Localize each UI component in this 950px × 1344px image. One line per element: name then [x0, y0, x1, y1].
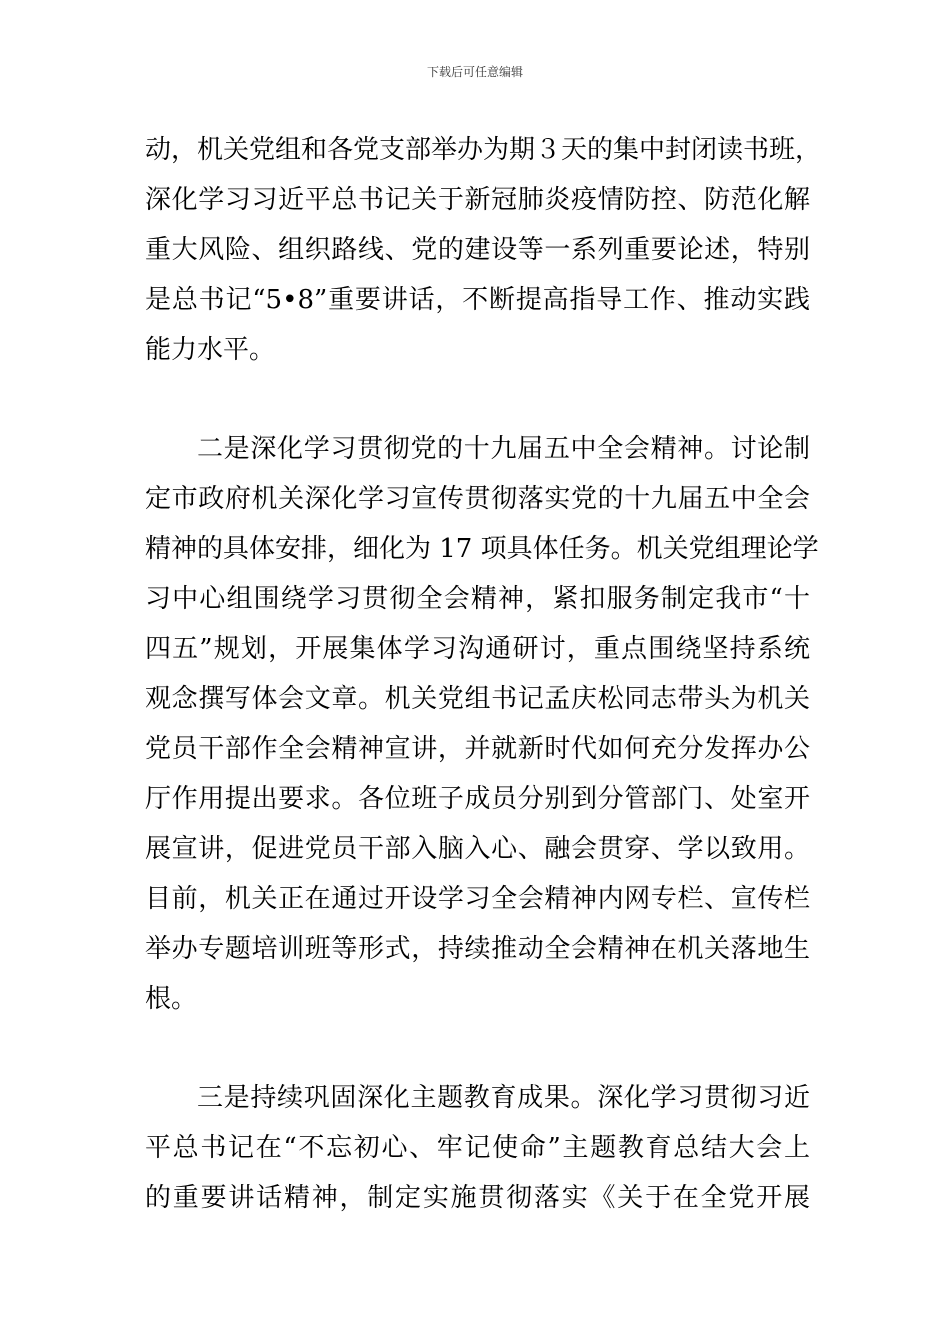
paragraph-1-line-5: 能力水平。 [145, 335, 276, 365]
paragraph-2-line-6: 观念撰写体会文章。机关党组书记孟庆松同志带头为机关 [145, 684, 810, 714]
paragraph-3-line-2: 平总书记在“不忘初心、牢记使命”主题教育总结大会上 [145, 1133, 810, 1163]
paragraph-3-line-3: 的重要讲话精神，制定实施贯彻落实《关于在全党开展 [145, 1183, 810, 1213]
paragraph-2-line-7: 党员干部作全会精神宣讲，并就新时代如何充分发挥办公 [145, 734, 810, 764]
paragraph-2-line-3: 精神的具体安排，细化为 17 项具体任务。机关党组理论学 [145, 534, 819, 564]
download-note: 下载后可任意编辑 [426, 65, 523, 79]
paragraph-2-line-2: 定市政府机关深化学习宣传贯彻落实党的十九届五中全会 [145, 484, 810, 514]
paragraph-2-line-11: 举办专题培训班等形式，持续推动全会精神在机关落地生 [145, 934, 810, 964]
paragraph-2-line-4: 习中心组围绕学习贯彻全会精神，紧扣服务制定我市“十 [145, 584, 810, 614]
paragraph-3-line-1: 三是持续巩固深化主题教育成果。深化学习贯彻习近 [197, 1083, 810, 1113]
paragraph-2-line-10: 目前，机关正在通过开设学习全会精神内网专栏、宣传栏 [145, 884, 810, 914]
paragraph-2-line-8: 厅作用提出要求。各位班子成员分别到分管部门、处室开 [145, 784, 810, 814]
paragraph-1-line-3: 重大风险、组织路线、党的建设等一系列重要论述，特别 [145, 235, 810, 265]
paragraph-2-line-9: 展宣讲，促进党员干部入脑入心、融会贯穿、学以致用。 [145, 834, 810, 864]
paragraph-2-line-1: 二是深化学习贯彻党的十九届五中全会精神。讨论制 [197, 434, 810, 464]
paragraph-1-line-2: 深化学习习近平总书记关于新冠肺炎疫情防控、防范化解 [145, 185, 810, 215]
paragraph-1-line-1: 动，机关党组和各党支部举办为期３天的集中封闭读书班， [145, 135, 822, 165]
paragraph-2-line-12: 根。 [145, 984, 198, 1014]
paragraph-1-line-4: 是总书记“5•8”重要讲话，不断提高指导工作、推动实践 [145, 285, 810, 315]
paragraph-2-line-5: 四五”规划，开展集体学习沟通研讨，重点围绕坚持系统 [145, 634, 810, 664]
